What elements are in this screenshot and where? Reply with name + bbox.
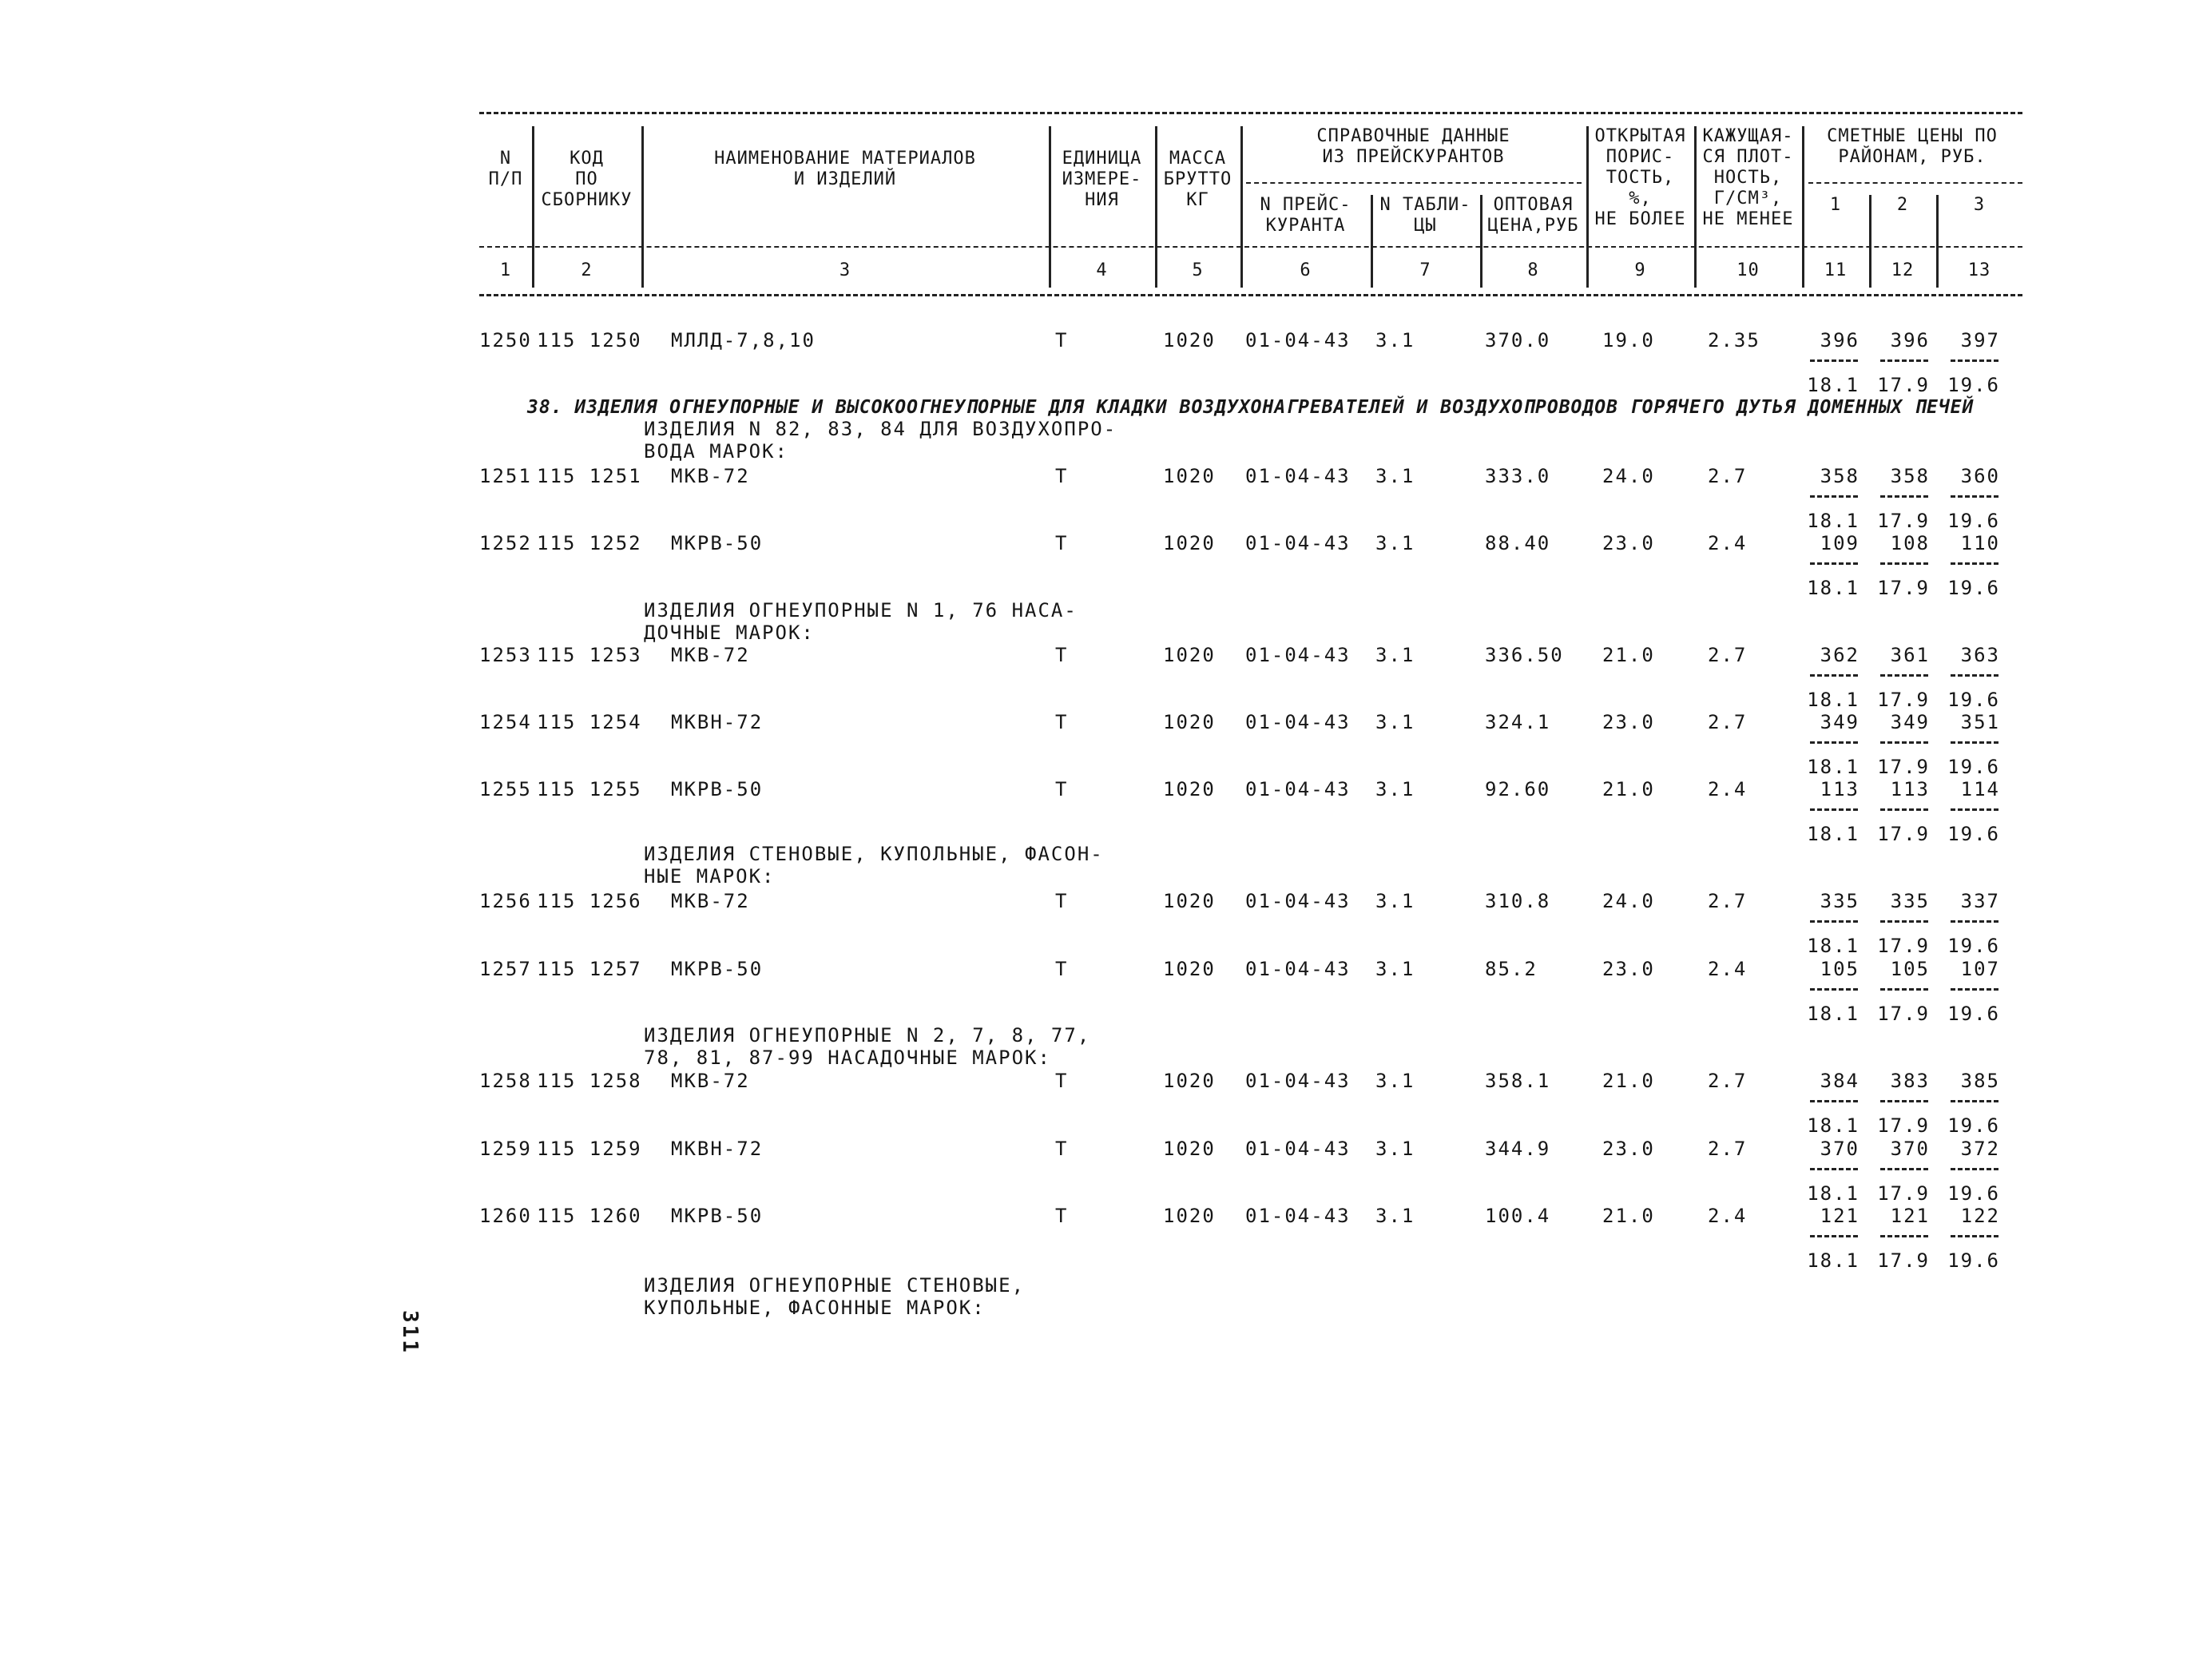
coefficient-value: 18.1 — [1807, 510, 1860, 532]
coefficient-value: 17.9 — [1877, 510, 1930, 532]
cell-density: 2.4 — [1708, 532, 1748, 554]
price-value: 109 — [1820, 532, 1860, 554]
fraction-bar — [1880, 741, 1928, 744]
price-value: 372 — [1960, 1138, 2000, 1160]
smetnaya-cena-rayon-2 — [1877, 329, 1930, 396]
cell-price-list: 01-04-43 — [1245, 778, 1351, 800]
col9-header: ОТКРЫТАЯ ПОРИС- ТОСТЬ, %, НЕ БОЛЕЕ — [1594, 126, 1686, 229]
colnum: 12 — [1891, 260, 1915, 280]
smetnaya-cena-rayon-1 — [1807, 958, 1860, 1025]
cell-price: 370.0 — [1485, 329, 1551, 351]
fraction-bar — [1951, 562, 1998, 565]
cell-price-list: 01-04-43 — [1245, 958, 1351, 980]
section-title: 38. ИЗДЕЛИЯ ОГНЕУПОРНЫЕ И ВЫСОКООГНЕУПОРНЫЕ ДЛЯ КЛАДКИ ВОЗДУХОНАГРЕВАТЕЛЕЙ И ВОЗДУХОПРОВОДОВ ГОРЯЧЕГО ДУТЬЯ ДОМЕННЫХ ПЕЧЕЙ — [527, 397, 1975, 418]
cell-density: 2.7 — [1708, 1138, 1748, 1160]
fraction-bar — [1810, 562, 1858, 565]
smetnaya-cena-rayon-1 — [1807, 532, 1860, 599]
price-value: 351 — [1960, 711, 2000, 733]
cell-price: 310.8 — [1485, 890, 1551, 912]
coefficient-value: 17.9 — [1877, 577, 1930, 599]
cell-price-list: 01-04-43 — [1245, 1070, 1351, 1092]
coefficient-value: 18.1 — [1807, 1182, 1860, 1205]
price-value: 105 — [1890, 958, 1930, 980]
cell-table: 3.1 — [1375, 465, 1415, 487]
cell-mass: 1020 — [1163, 329, 1216, 351]
colnum: 8 — [1527, 260, 1539, 280]
cell-name: МЛЛД-7,8,10 — [671, 329, 816, 351]
fraction-bar — [1810, 1235, 1858, 1237]
header-subrule — [1246, 182, 1582, 184]
cell-num: 1250 — [479, 329, 532, 351]
fraction-bar — [1810, 808, 1858, 811]
colnum: 9 — [1634, 260, 1646, 280]
coefficient-value: 17.9 — [1877, 1249, 1930, 1272]
cell-unit: Т — [1055, 1070, 1069, 1092]
price-value: 396 — [1820, 329, 1860, 351]
cell-table: 3.1 — [1375, 778, 1415, 800]
spravochnye-header: СПРАВОЧНЫЕ ДАННЫЕ ИЗ ПРЕЙСКУРАНТОВ — [1316, 126, 1510, 167]
coefficient-value: 19.6 — [1947, 374, 2000, 396]
smetnaya-cena-rayon-2 — [1877, 778, 1930, 845]
col6-header: N ПРЕЙС- КУРАНТА — [1260, 195, 1351, 236]
header-top-rule — [479, 112, 2022, 114]
cell-unit: Т — [1055, 958, 1069, 980]
cell-table: 3.1 — [1375, 890, 1415, 912]
cell-num: 1260 — [479, 1205, 532, 1227]
coefficient-value: 17.9 — [1877, 374, 1930, 396]
coefficient-value: 17.9 — [1877, 823, 1930, 845]
smetnaya-cena-rayon-1 — [1807, 1138, 1860, 1205]
cell-density: 2.35 — [1708, 329, 1760, 351]
price-value: 108 — [1890, 532, 1930, 554]
smetnaya-cena-rayon-3 — [1947, 711, 2000, 778]
cell-price-list: 01-04-43 — [1245, 465, 1351, 487]
coefficient-value: 19.6 — [1947, 689, 2000, 711]
cell-code: 115 1259 — [537, 1138, 642, 1160]
cell-porosity: 23.0 — [1602, 711, 1655, 733]
fraction-bar — [1810, 988, 1858, 991]
smetnaya-cena-rayon-2 — [1877, 1070, 1930, 1137]
fraction-bar — [1880, 674, 1928, 677]
group-heading: ИЗДЕЛИЯ N 82, 83, 84 ДЛЯ ВОЗДУХОПРО- ВОДА МАРОК: — [644, 418, 1117, 463]
fraction-bar — [1951, 359, 1998, 362]
price-value: 363 — [1960, 644, 2000, 666]
coefficient-value: 17.9 — [1877, 1182, 1930, 1205]
cell-name: МКВН-72 — [671, 1138, 764, 1160]
col4-header: ЕДИНИЦА ИЗМЕРЕ- НИЯ — [1062, 149, 1142, 210]
coefficient-value: 18.1 — [1807, 1003, 1860, 1025]
price-value: 113 — [1820, 778, 1860, 800]
coefficient-value: 17.9 — [1877, 1003, 1930, 1025]
smetnaya-cena-rayon-2 — [1877, 465, 1930, 532]
cell-num: 1256 — [479, 890, 532, 912]
cell-code: 115 1258 — [537, 1070, 642, 1092]
cell-density: 2.4 — [1708, 958, 1748, 980]
cell-density: 2.7 — [1708, 890, 1748, 912]
smetnaya-cena-rayon-3 — [1947, 1205, 2000, 1272]
smetnaya-cena-rayon-2 — [1877, 1205, 1930, 1272]
col7-header: N ТАБЛИ- ЦЫ — [1379, 195, 1471, 236]
smetnaya-cena-rayon-3 — [1947, 890, 2000, 957]
price-value: 335 — [1820, 890, 1860, 912]
smetnaya-cena-rayon-2 — [1877, 1138, 1930, 1205]
colnum: 10 — [1737, 260, 1760, 280]
coefficient-value: 18.1 — [1807, 1249, 1860, 1272]
smetnaya-cena-rayon-3 — [1947, 958, 2000, 1025]
fraction-bar — [1951, 1100, 1998, 1102]
cell-price: 358.1 — [1485, 1070, 1551, 1092]
cell-num: 1255 — [479, 778, 532, 800]
price-value: 121 — [1890, 1205, 1930, 1227]
cell-porosity: 24.0 — [1602, 890, 1655, 912]
cell-price: 100.4 — [1485, 1205, 1551, 1227]
fraction-bar — [1951, 674, 1998, 677]
coefficient-value: 19.6 — [1947, 756, 2000, 778]
cell-density: 2.7 — [1708, 644, 1748, 666]
col2-header: КОД ПО СБОРНИКУ — [541, 149, 633, 210]
cell-num: 1254 — [479, 711, 532, 733]
price-value: 349 — [1820, 711, 1860, 733]
fraction-bar — [1880, 808, 1928, 811]
fraction-bar — [1810, 359, 1858, 362]
cell-price-list: 01-04-43 — [1245, 532, 1351, 554]
cell-porosity: 21.0 — [1602, 1205, 1655, 1227]
smetnaya-cena-rayon-3 — [1947, 329, 2000, 396]
cell-code: 115 1256 — [537, 890, 642, 912]
smetnaya-cena-rayon-1 — [1807, 890, 1860, 957]
coefficient-value: 18.1 — [1807, 689, 1860, 711]
group-heading: ИЗДЕЛИЯ ОГНЕУПОРНЫЕ N 2, 7, 8, 77, 78, 81, 87-99 НАСАДОЧНЫЕ МАРОК: — [644, 1024, 1091, 1069]
fraction-bar — [1951, 808, 1998, 811]
col8-header: ОПТОВАЯ ЦЕНА,РУБ — [1487, 195, 1579, 236]
coefficient-value: 18.1 — [1807, 374, 1860, 396]
coefficient-value: 18.1 — [1807, 1114, 1860, 1137]
colnum: 11 — [1824, 260, 1848, 280]
cell-density: 2.7 — [1708, 711, 1748, 733]
price-value: 360 — [1960, 465, 2000, 487]
cell-price-list: 01-04-43 — [1245, 644, 1351, 666]
price-value: 105 — [1820, 958, 1860, 980]
price-value: 397 — [1960, 329, 2000, 351]
colnum: 1 — [499, 260, 512, 280]
colnum: 6 — [1300, 260, 1312, 280]
smetnaya-cena-rayon-3 — [1947, 644, 2000, 711]
fraction-bar — [1880, 495, 1928, 498]
rayon-1-header: 1 — [1829, 195, 1842, 215]
cell-density: 2.4 — [1708, 778, 1748, 800]
coefficient-value: 19.6 — [1947, 1114, 2000, 1137]
cell-table: 3.1 — [1375, 532, 1415, 554]
cell-density: 2.4 — [1708, 1205, 1748, 1227]
fraction-bar — [1951, 1168, 1998, 1170]
cell-name: МКРВ-50 — [671, 778, 764, 800]
colnum: 13 — [1967, 260, 1991, 280]
smetnaya-cena-rayon-1 — [1807, 778, 1860, 845]
cell-name: МКВ-72 — [671, 1070, 750, 1092]
cell-name: МКВ-72 — [671, 465, 750, 487]
fraction-bar — [1880, 562, 1928, 565]
smetnaya-cena-rayon-3 — [1947, 1138, 2000, 1205]
cell-porosity: 23.0 — [1602, 1138, 1655, 1160]
price-value: 337 — [1960, 890, 2000, 912]
cell-porosity: 21.0 — [1602, 644, 1655, 666]
cell-mass: 1020 — [1163, 532, 1216, 554]
coefficient-value: 18.1 — [1807, 756, 1860, 778]
smetnaya-cena-rayon-2 — [1877, 890, 1930, 957]
cell-price-list: 01-04-43 — [1245, 1205, 1351, 1227]
smetnaya-cena-rayon-1 — [1807, 1070, 1860, 1137]
col5-header: МАССА БРУТТО КГ — [1163, 149, 1232, 210]
smetnaya-cena-rayon-2 — [1877, 532, 1930, 599]
cell-price: 88.40 — [1485, 532, 1551, 554]
cell-unit: Т — [1055, 532, 1069, 554]
cell-mass: 1020 — [1163, 958, 1216, 980]
colnum: 5 — [1192, 260, 1204, 280]
cell-density: 2.7 — [1708, 1070, 1748, 1092]
fraction-bar — [1810, 674, 1858, 677]
rayon-3-header: 3 — [1973, 195, 1986, 215]
colnum: 7 — [1419, 260, 1431, 280]
cell-porosity: 21.0 — [1602, 778, 1655, 800]
coefficient-value: 18.1 — [1807, 823, 1860, 845]
colnum: 4 — [1096, 260, 1108, 280]
smetnaya-cena-rayon-3 — [1947, 1070, 2000, 1137]
fraction-bar — [1880, 988, 1928, 991]
smetnaya-cena-rayon-1 — [1807, 329, 1860, 396]
fraction-bar — [1880, 920, 1928, 923]
colnum: 2 — [581, 260, 593, 280]
cell-mass: 1020 — [1163, 890, 1216, 912]
header-mid-rule — [479, 246, 2022, 248]
cell-name: МКРВ-50 — [671, 532, 764, 554]
coefficient-value: 19.6 — [1947, 1003, 2000, 1025]
cell-code: 115 1251 — [537, 465, 642, 487]
rayon-2-header: 2 — [1896, 195, 1909, 215]
smetnaya-cena-rayon-1 — [1807, 1205, 1860, 1272]
price-value: 107 — [1960, 958, 2000, 980]
smetnaya-cena-rayon-3 — [1947, 465, 2000, 532]
group-heading: ИЗДЕЛИЯ ОГНЕУПОРНЫЕ N 1, 76 НАСА- ДОЧНЫЕ МАРОК: — [644, 599, 1078, 644]
cell-table: 3.1 — [1375, 329, 1415, 351]
cell-code: 115 1257 — [537, 958, 642, 980]
smetnaya-cena-rayon-2 — [1877, 711, 1930, 778]
price-value: 121 — [1820, 1205, 1860, 1227]
price-value: 370 — [1890, 1138, 1930, 1160]
fraction-bar — [1810, 741, 1858, 744]
coefficient-value: 19.6 — [1947, 577, 2000, 599]
cell-table: 3.1 — [1375, 1070, 1415, 1092]
fraction-bar — [1810, 1168, 1858, 1170]
cell-code: 115 1250 — [537, 329, 642, 351]
header-subrule — [1808, 182, 2022, 184]
coefficient-value: 17.9 — [1877, 935, 1930, 957]
colnum: 3 — [839, 260, 851, 280]
cell-mass: 1020 — [1163, 644, 1216, 666]
coefficient-value: 19.6 — [1947, 935, 2000, 957]
coefficient-value: 17.9 — [1877, 756, 1930, 778]
smetnaya-cena-rayon-3 — [1947, 532, 2000, 599]
cell-code: 115 1252 — [537, 532, 642, 554]
cell-unit: Т — [1055, 465, 1069, 487]
cell-density: 2.7 — [1708, 465, 1748, 487]
cell-table: 3.1 — [1375, 1138, 1415, 1160]
col1-header: N П/П — [488, 149, 523, 189]
cell-table: 3.1 — [1375, 958, 1415, 980]
price-value: 361 — [1890, 644, 1930, 666]
coefficient-value: 19.6 — [1947, 510, 2000, 532]
cell-mass: 1020 — [1163, 778, 1216, 800]
cell-price-list: 01-04-43 — [1245, 890, 1351, 912]
cell-price: 324.1 — [1485, 711, 1551, 733]
cell-porosity: 23.0 — [1602, 532, 1655, 554]
group-heading: ИЗДЕЛИЯ СТЕНОВЫЕ, КУПОЛЬНЫЕ, ФАСОН- НЫЕ МАРОК: — [644, 843, 1104, 888]
cell-unit: Т — [1055, 778, 1069, 800]
cell-mass: 1020 — [1163, 1138, 1216, 1160]
price-value: 122 — [1960, 1205, 2000, 1227]
cell-price-list: 01-04-43 — [1245, 1138, 1351, 1160]
fraction-bar — [1951, 495, 1998, 498]
cell-num: 1251 — [479, 465, 532, 487]
cell-code: 115 1254 — [537, 711, 642, 733]
cell-unit: Т — [1055, 1205, 1069, 1227]
smetnaya-cena-rayon-2 — [1877, 644, 1930, 711]
cell-name: МКВН-72 — [671, 711, 764, 733]
cell-code: 115 1253 — [537, 644, 642, 666]
cell-table: 3.1 — [1375, 644, 1415, 666]
cell-porosity: 24.0 — [1602, 465, 1655, 487]
coefficient-value: 17.9 — [1877, 689, 1930, 711]
cell-price: 333.0 — [1485, 465, 1551, 487]
cell-porosity: 23.0 — [1602, 958, 1655, 980]
fraction-bar — [1951, 988, 1998, 991]
cell-price: 336.50 — [1485, 644, 1564, 666]
price-value: 358 — [1820, 465, 1860, 487]
price-value: 396 — [1890, 329, 1930, 351]
group-heading: ИЗДЕЛИЯ ОГНЕУПОРНЫЕ СТЕНОВЫЕ, КУПОЛЬНЫЕ, ФАСОННЫЕ МАРОК: — [644, 1274, 1026, 1319]
price-value: 385 — [1960, 1070, 2000, 1092]
cell-unit: Т — [1055, 329, 1069, 351]
price-value: 370 — [1820, 1138, 1860, 1160]
cell-code: 115 1255 — [537, 778, 642, 800]
price-value: 384 — [1820, 1070, 1860, 1092]
fraction-bar — [1880, 1100, 1928, 1102]
cell-price: 344.9 — [1485, 1138, 1551, 1160]
cell-code: 115 1260 — [537, 1205, 642, 1227]
smetnaya-cena-rayon-2 — [1877, 958, 1930, 1025]
cell-name: МКВ-72 — [671, 890, 750, 912]
cell-unit: Т — [1055, 711, 1069, 733]
fraction-bar — [1810, 920, 1858, 923]
cell-num: 1258 — [479, 1070, 532, 1092]
coefficient-value: 17.9 — [1877, 1114, 1930, 1137]
cell-num: 1259 — [479, 1138, 532, 1160]
cell-num: 1253 — [479, 644, 532, 666]
coefficient-value: 19.6 — [1947, 823, 2000, 845]
smetnaya-cena-rayon-1 — [1807, 711, 1860, 778]
cell-mass: 1020 — [1163, 711, 1216, 733]
col10-header: КАЖУЩАЯ- СЯ ПЛОТ- НОСТЬ, Г/СМ³, НЕ МЕНЕЕ — [1702, 126, 1794, 229]
smetnaya-cena-rayon-3 — [1947, 778, 2000, 845]
fraction-bar — [1951, 1235, 1998, 1237]
cell-num: 1252 — [479, 532, 532, 554]
price-value: 110 — [1960, 532, 2000, 554]
coefficient-value: 18.1 — [1807, 577, 1860, 599]
price-value: 362 — [1820, 644, 1860, 666]
cell-unit: Т — [1055, 890, 1069, 912]
fraction-bar — [1880, 1168, 1928, 1170]
price-value: 335 — [1890, 890, 1930, 912]
cell-price: 92.60 — [1485, 778, 1551, 800]
cell-price-list: 01-04-43 — [1245, 329, 1351, 351]
cell-table: 3.1 — [1375, 1205, 1415, 1227]
smetnye-header: СМЕТНЫЕ ЦЕНЫ ПО РАЙОНАМ, РУБ. — [1827, 126, 1998, 167]
cell-mass: 1020 — [1163, 465, 1216, 487]
cell-unit: Т — [1055, 1138, 1069, 1160]
price-value: 349 — [1890, 711, 1930, 733]
fraction-bar — [1880, 359, 1928, 362]
cell-name: МКВ-72 — [671, 644, 750, 666]
fraction-bar — [1951, 920, 1998, 923]
coefficient-value: 19.6 — [1947, 1249, 2000, 1272]
cell-porosity: 19.0 — [1602, 329, 1655, 351]
price-value: 114 — [1960, 778, 2000, 800]
cell-price: 85.2 — [1485, 958, 1538, 980]
fraction-bar — [1810, 1100, 1858, 1102]
fraction-bar — [1880, 1235, 1928, 1237]
smetnaya-cena-rayon-1 — [1807, 644, 1860, 711]
header-bottom-rule — [479, 294, 2022, 296]
cell-mass: 1020 — [1163, 1070, 1216, 1092]
smetnaya-cena-rayon-1 — [1807, 465, 1860, 532]
fraction-bar — [1810, 495, 1858, 498]
page-number: 311 — [398, 1310, 422, 1355]
cell-porosity: 21.0 — [1602, 1070, 1655, 1092]
cell-num: 1257 — [479, 958, 532, 980]
cell-unit: Т — [1055, 644, 1069, 666]
coefficient-value: 19.6 — [1947, 1182, 2000, 1205]
coefficient-value: 18.1 — [1807, 935, 1860, 957]
cell-mass: 1020 — [1163, 1205, 1216, 1227]
col3-header: НАИМЕНОВАНИЕ МАТЕРИАЛОВ И ИЗДЕЛИЙ — [714, 149, 976, 189]
cell-table: 3.1 — [1375, 711, 1415, 733]
price-value: 358 — [1890, 465, 1930, 487]
cell-price-list: 01-04-43 — [1245, 711, 1351, 733]
cell-name: МКРВ-50 — [671, 958, 764, 980]
price-value: 383 — [1890, 1070, 1930, 1092]
price-value: 113 — [1890, 778, 1930, 800]
fraction-bar — [1951, 741, 1998, 744]
cell-name: МКРВ-50 — [671, 1205, 764, 1227]
